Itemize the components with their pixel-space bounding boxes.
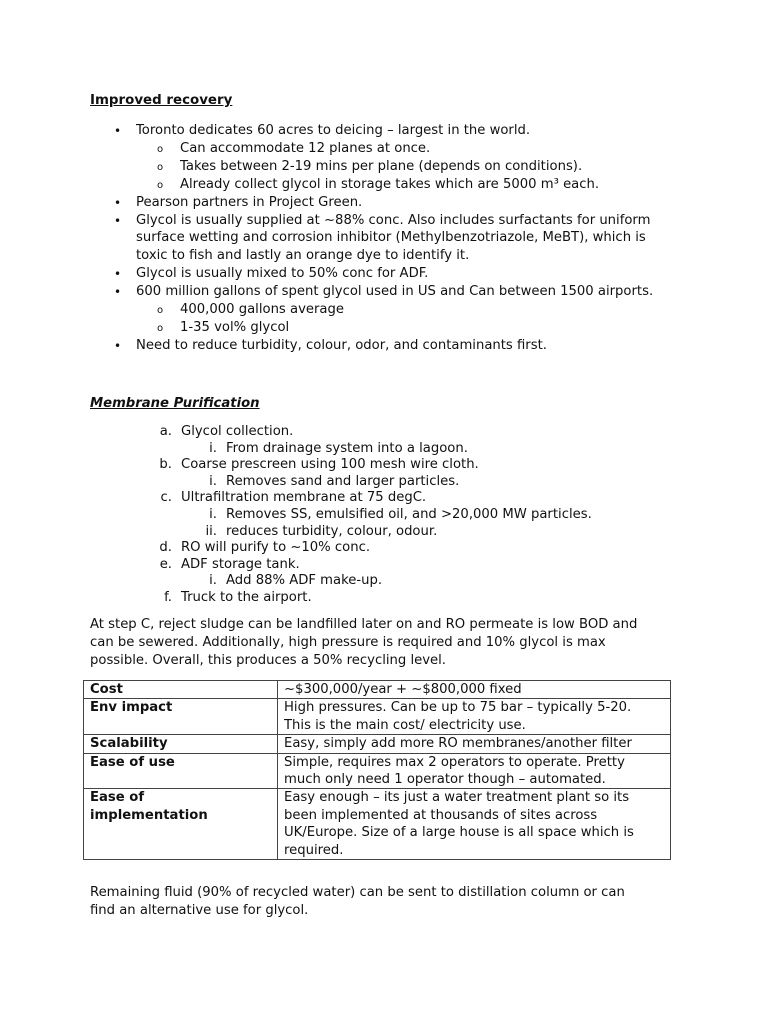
substep-item: Removes sand and larger particles.: [226, 473, 460, 489]
step-label: a.: [159, 424, 172, 439]
table-key-cell: Scalability: [84, 735, 278, 753]
list-item: Pearson partners in Project Green.: [136, 194, 363, 210]
sub-list-item: Can accommodate 12 planes at once.: [180, 140, 431, 156]
sub-list-item: Takes between 2-19 mins per plane (depends on conditions).: [180, 158, 583, 174]
sub-list-item: 400,000 gallons average: [180, 302, 344, 317]
step-item: Glycol collection.: [181, 424, 294, 439]
list-item: Glycol is usually supplied at ~88% conc. Also includes surfactants for uniform: [136, 212, 651, 228]
step-item: Ultrafiltration membrane at 75 degC.: [181, 490, 427, 506]
substep-label: i.: [209, 440, 217, 456]
substep-item: From drainage system into a lagoon.: [226, 440, 468, 456]
step-item: Truck to the airport.: [181, 590, 312, 605]
list-item: Need to reduce turbidity, colour, odor, and contaminants first.: [136, 337, 547, 353]
sub-bullet-marker: o: [157, 143, 164, 155]
substep-label: i.: [209, 507, 217, 522]
substep-item: reduces turbidity, colour, odour.: [226, 523, 438, 539]
bullet-marker: •: [114, 285, 122, 300]
table-row: [84, 681, 671, 699]
bullet-marker: •: [114, 124, 122, 138]
bullet-marker: •: [114, 195, 122, 210]
sub-bullet-marker: o: [157, 322, 164, 334]
bullet-marker: •: [114, 338, 122, 353]
table-key-cell: Ease of use: [84, 753, 278, 789]
heading-membrane-purification: Membrane Purification: [90, 396, 260, 411]
list-item: 600 million gallons of spent glycol used in US and Can between 1500 airports.: [136, 284, 654, 300]
step-label: b.: [159, 457, 172, 473]
table-row: [84, 735, 671, 753]
table-key-cell: Cost: [84, 681, 278, 699]
table-value-cell: Simple, requires max 2 operators to operate. Pretty much only need 1 operator though – automated.: [278, 753, 671, 789]
step-label: c.: [160, 490, 172, 506]
sub-bullet-marker: o: [157, 179, 164, 191]
substep-label: ii.: [205, 523, 217, 539]
paragraph-line: possible. Overall, this produces a 50% recycling level.: [90, 653, 446, 669]
table-value-cell: Easy, simply add more RO membranes/another filter: [278, 735, 671, 753]
table-value-cell: ~$300,000/year + ~$800,000 fixed: [278, 681, 671, 699]
sub-bullet-marker: o: [157, 305, 164, 316]
step-label: e.: [159, 556, 172, 572]
sub-list-item: Already collect glycol in storage takes which are 5000 m³ each.: [180, 176, 600, 192]
paragraph-line: At step C, reject sludge can be landfilled later on and RO permeate is low BOD and: [90, 617, 638, 632]
table-value-cell: Easy enough – its just a water treatment plant so its been implemented at thousands of sites across UK/Europe. Size of a large house is all space which is required.: [278, 789, 671, 860]
table-row: [84, 753, 671, 789]
table-key-cell: Env impact: [84, 699, 278, 735]
paragraph-line: Remaining fluid (90% of recycled water) can be sent to distillation column or can: [90, 885, 625, 900]
list-item: Glycol is usually mixed to 50% conc for ADF.: [136, 266, 429, 282]
table-row: [84, 789, 671, 860]
substep-label: i.: [209, 473, 217, 489]
bullet-marker: •: [114, 213, 122, 228]
table-value-cell: High pressures. Can be up to 75 bar – typically 5-20. This is the main cost/ electricity use.: [278, 699, 671, 735]
bullet-marker: •: [114, 267, 122, 282]
list-item: Toronto dedicates 60 acres to deicing – largest in the world.: [136, 123, 531, 138]
step-label: f.: [164, 590, 172, 605]
sub-bullet-marker: o: [157, 161, 164, 173]
step-item: Coarse prescreen using 100 mesh wire cloth.: [181, 457, 479, 473]
paragraph-line: can be sewered. Additionally, high pressure is required and 10% glycol is max: [90, 635, 606, 651]
list-item: surface wetting and corrosion inhibitor (Methylbenzotriazole, MeBT), which is: [136, 230, 646, 246]
substep-label: i.: [209, 573, 217, 589]
step-label: d.: [159, 540, 172, 556]
step-item: RO will purify to ~10% conc.: [181, 540, 371, 556]
sub-list-item: 1-35 vol% glycol: [180, 319, 290, 335]
substep-item: Add 88% ADF make-up.: [226, 573, 383, 589]
paragraph-line: find an alternative use for glycol.: [90, 903, 309, 919]
substep-item: Removes SS, emulsified oil, and >20,000 MW particles.: [226, 507, 592, 522]
table-row: [84, 699, 671, 735]
comparison-table: [83, 680, 671, 860]
heading-improved-recovery: Improved recovery: [90, 93, 233, 108]
step-item: ADF storage tank.: [181, 556, 300, 572]
table-key-cell: Ease of implementation: [84, 789, 278, 860]
list-item: toxic to fish and lastly an orange dye to identify it.: [136, 248, 470, 264]
